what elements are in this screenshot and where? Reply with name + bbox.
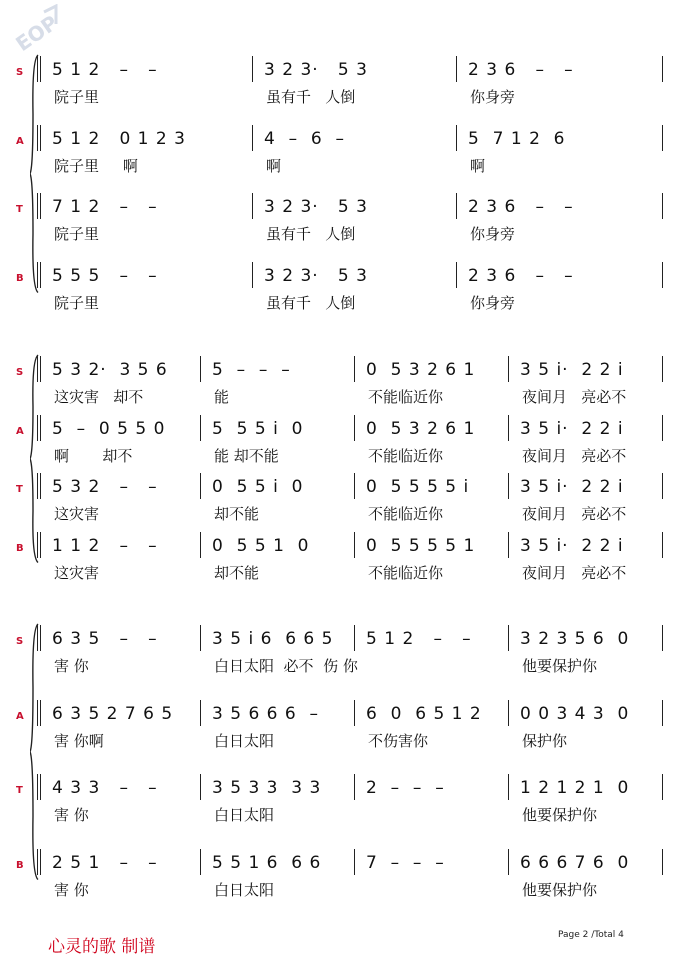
measure-notes: 0 5 5 i 0	[212, 477, 304, 497]
measure-notes: 0 5 3 2 6 1	[366, 418, 476, 439]
barline	[37, 774, 38, 800]
part-label: S	[16, 636, 24, 647]
lyric-text: 不能临近你	[368, 505, 444, 523]
system-brace	[30, 54, 40, 298]
part-label: A	[16, 425, 24, 437]
barline	[37, 532, 38, 558]
barline	[662, 193, 663, 219]
barline	[354, 849, 355, 875]
svg-text:EOP: EOP	[11, 10, 63, 57]
barline	[252, 56, 253, 82]
measure-notes: 3 5 i· 2 2 i	[520, 360, 624, 380]
measure-notes: 0 5 5 5 5 i	[366, 477, 470, 497]
part-label: B	[16, 542, 24, 554]
barline	[662, 262, 663, 288]
lyric-text: 院子里	[54, 225, 100, 243]
barline	[200, 415, 201, 441]
lyric-text: 这灾害	[54, 505, 100, 523]
barline	[252, 125, 253, 151]
barline	[508, 415, 509, 441]
lyric-text: 不能临近你	[368, 563, 444, 582]
part-label: T	[16, 785, 23, 796]
measure-notes: 6 0 6 5 1 2	[366, 703, 482, 724]
lyric-text: 这灾害	[54, 563, 100, 582]
barline	[37, 262, 38, 288]
barline	[37, 125, 38, 151]
measure-notes: 3 5 i· 2 2 i	[520, 418, 624, 439]
barline	[37, 700, 38, 726]
arranger-credit: 心灵的歌 制谱	[48, 937, 156, 957]
measure-notes: 3 2 3 5 6 0	[520, 629, 630, 649]
measure-notes: 3 5 6 6 6 –	[212, 703, 320, 724]
barline	[200, 625, 201, 651]
part-label: S	[16, 367, 24, 378]
barline	[508, 625, 509, 651]
barline	[354, 625, 355, 651]
barline	[37, 625, 38, 651]
lyric-text: 他要保护你	[522, 657, 598, 675]
measure-notes: 4 3 3 – –	[52, 778, 158, 798]
lyric-text: 啊 却不	[54, 446, 133, 465]
lyric-text: 害 你	[54, 657, 89, 675]
barline	[40, 473, 41, 499]
barline	[456, 193, 457, 219]
measure-notes: 5 1 2 0 1 2 3	[52, 128, 186, 149]
barline	[354, 700, 355, 726]
system-brace	[30, 623, 40, 885]
measure-notes: 3 5 i· 2 2 i	[520, 535, 624, 556]
measure-notes: 6 3 5 – –	[52, 629, 158, 649]
measure-notes: 0 0 3 4 3 0	[520, 703, 630, 724]
barline	[662, 473, 663, 499]
lyric-text: 不能临近你	[368, 446, 444, 465]
lyric-text: 害 你	[54, 806, 89, 824]
barline	[37, 356, 38, 382]
measure-notes: 3 5 i 6 6 6 5	[212, 629, 334, 649]
measure-notes: 2 3 6 – –	[468, 197, 574, 217]
barline	[40, 774, 41, 800]
lyric-text: 保护你	[522, 731, 568, 750]
measure-notes: 5 1 2 – –	[366, 629, 472, 649]
measure-notes: 2 3 6 – –	[468, 60, 574, 80]
measure-notes: 5 3 2 – –	[52, 477, 158, 497]
barline	[662, 774, 663, 800]
barline	[40, 625, 41, 651]
barline	[456, 125, 457, 151]
lyric-text: 虽有千 人倒	[266, 88, 356, 106]
lyric-text: 白日太阳	[214, 880, 275, 899]
barline	[662, 56, 663, 82]
barline	[37, 849, 38, 875]
lyric-text: 能	[214, 388, 230, 406]
part-label: B	[16, 272, 24, 284]
barline	[200, 849, 201, 875]
part-label: T	[16, 484, 23, 495]
lyric-text: 白日太阳	[214, 806, 275, 824]
barline	[40, 700, 41, 726]
measure-notes: 7 1 2 – –	[52, 197, 158, 217]
barline	[40, 356, 41, 382]
measure-notes: 1 1 2 – –	[52, 535, 158, 556]
measure-notes: 5 5 1 6 6 6	[212, 852, 322, 873]
lyric-text: 却不能	[214, 505, 260, 523]
barline	[662, 356, 663, 382]
lyric-text: 院子里	[54, 88, 100, 106]
barline	[40, 532, 41, 558]
part-label: A	[16, 135, 24, 147]
measure-notes: 5 5 5 i 0	[212, 418, 304, 439]
measure-notes: 2 – – –	[366, 778, 445, 798]
lyric-text: 虽有千 人倒	[266, 293, 356, 312]
lyric-text: 你身旁	[470, 293, 516, 312]
measure-notes: 3 2 3· 5 3	[264, 60, 368, 80]
barline	[662, 532, 663, 558]
measure-notes: 6 3 5 2 7 6 5	[52, 703, 174, 724]
barline	[40, 125, 41, 151]
barline	[662, 125, 663, 151]
lyric-text: 却不能	[214, 563, 260, 582]
lyric-text: 害 你啊	[54, 731, 104, 750]
barline	[200, 532, 201, 558]
lyric-text: 白日太阳 必不 伤 你	[214, 657, 358, 675]
barline	[200, 473, 201, 499]
barline	[354, 774, 355, 800]
measure-notes: 0 5 5 1 0	[212, 535, 310, 556]
barline	[37, 473, 38, 499]
barline	[40, 193, 41, 219]
lyric-text: 你身旁	[470, 225, 516, 243]
barline	[662, 625, 663, 651]
barline	[508, 532, 509, 558]
barline	[508, 700, 509, 726]
measure-notes: 3 2 3· 5 3	[264, 265, 368, 286]
measure-notes: 7 – – –	[366, 852, 445, 873]
measure-notes: 5 – – –	[212, 360, 291, 380]
measure-notes: 6 6 6 7 6 0	[520, 852, 630, 873]
measure-notes: 5 1 2 – –	[52, 60, 158, 80]
measure-notes: 5 5 5 – –	[52, 265, 158, 286]
lyric-text: 啊	[470, 156, 486, 175]
part-label: A	[16, 710, 24, 722]
barline	[252, 262, 253, 288]
barline	[508, 356, 509, 382]
barline	[508, 473, 509, 499]
lyric-text: 这灾害 却不	[54, 388, 144, 406]
system-brace	[30, 354, 40, 568]
barline	[200, 774, 201, 800]
measure-notes: 4 – 6 –	[264, 128, 346, 149]
lyric-text: 不伤害你	[368, 731, 429, 750]
barline	[37, 193, 38, 219]
lyric-text: 害 你	[54, 880, 89, 899]
barline	[40, 262, 41, 288]
barline	[200, 700, 201, 726]
page-number: Page 2 /Total 4	[558, 930, 624, 940]
measure-notes: 1 2 1 2 1 0	[520, 778, 630, 798]
barline	[662, 415, 663, 441]
lyric-text: 不能临近你	[368, 388, 444, 406]
lyric-text: 夜间月 亮必不	[522, 388, 627, 406]
barline	[662, 700, 663, 726]
measure-notes: 0 5 5 5 5 1	[366, 535, 476, 556]
measure-notes: 3 2 3· 5 3	[264, 197, 368, 217]
measure-notes: 3 5 i· 2 2 i	[520, 477, 624, 497]
barline	[354, 473, 355, 499]
part-label: B	[16, 859, 24, 871]
barline	[456, 56, 457, 82]
barline	[40, 849, 41, 875]
lyric-text: 啊	[266, 156, 282, 175]
lyric-text: 夜间月 亮必不	[522, 563, 627, 582]
lyric-text: 院子里 啊	[54, 156, 138, 175]
measure-notes: 3 5 3 3 3 3	[212, 778, 322, 798]
barline	[354, 415, 355, 441]
measure-notes: 2 5 1 – –	[52, 852, 158, 873]
barline	[662, 849, 663, 875]
barline	[37, 415, 38, 441]
barline	[40, 56, 41, 82]
measure-notes: 5 7 1 2 6	[468, 128, 566, 149]
barline	[456, 262, 457, 288]
lyric-text: 他要保护你	[522, 806, 598, 824]
measure-notes: 5 – 0 5 5 0	[52, 418, 166, 439]
measure-notes: 5 3 2· 3 5 6	[52, 360, 168, 380]
lyric-text: 你身旁	[470, 88, 516, 106]
barline	[354, 532, 355, 558]
lyric-text: 能 却不能	[214, 446, 279, 465]
lyric-text: 白日太阳	[214, 731, 275, 750]
measure-notes: 0 5 3 2 6 1	[366, 360, 476, 380]
measure-notes: 2 3 6 – –	[468, 265, 574, 286]
barline	[252, 193, 253, 219]
barline	[200, 356, 201, 382]
barline	[508, 774, 509, 800]
barline	[354, 356, 355, 382]
lyric-text: 虽有千 人倒	[266, 225, 356, 243]
barline	[40, 415, 41, 441]
lyric-text: 院子里	[54, 293, 100, 312]
part-label: T	[16, 204, 23, 215]
part-label: S	[16, 67, 24, 78]
lyric-text: 他要保护你	[522, 880, 598, 899]
lyric-text: 夜间月 亮必不	[522, 446, 627, 465]
barline	[508, 849, 509, 875]
lyric-text: 夜间月 亮必不	[522, 505, 627, 523]
barline	[37, 56, 38, 82]
